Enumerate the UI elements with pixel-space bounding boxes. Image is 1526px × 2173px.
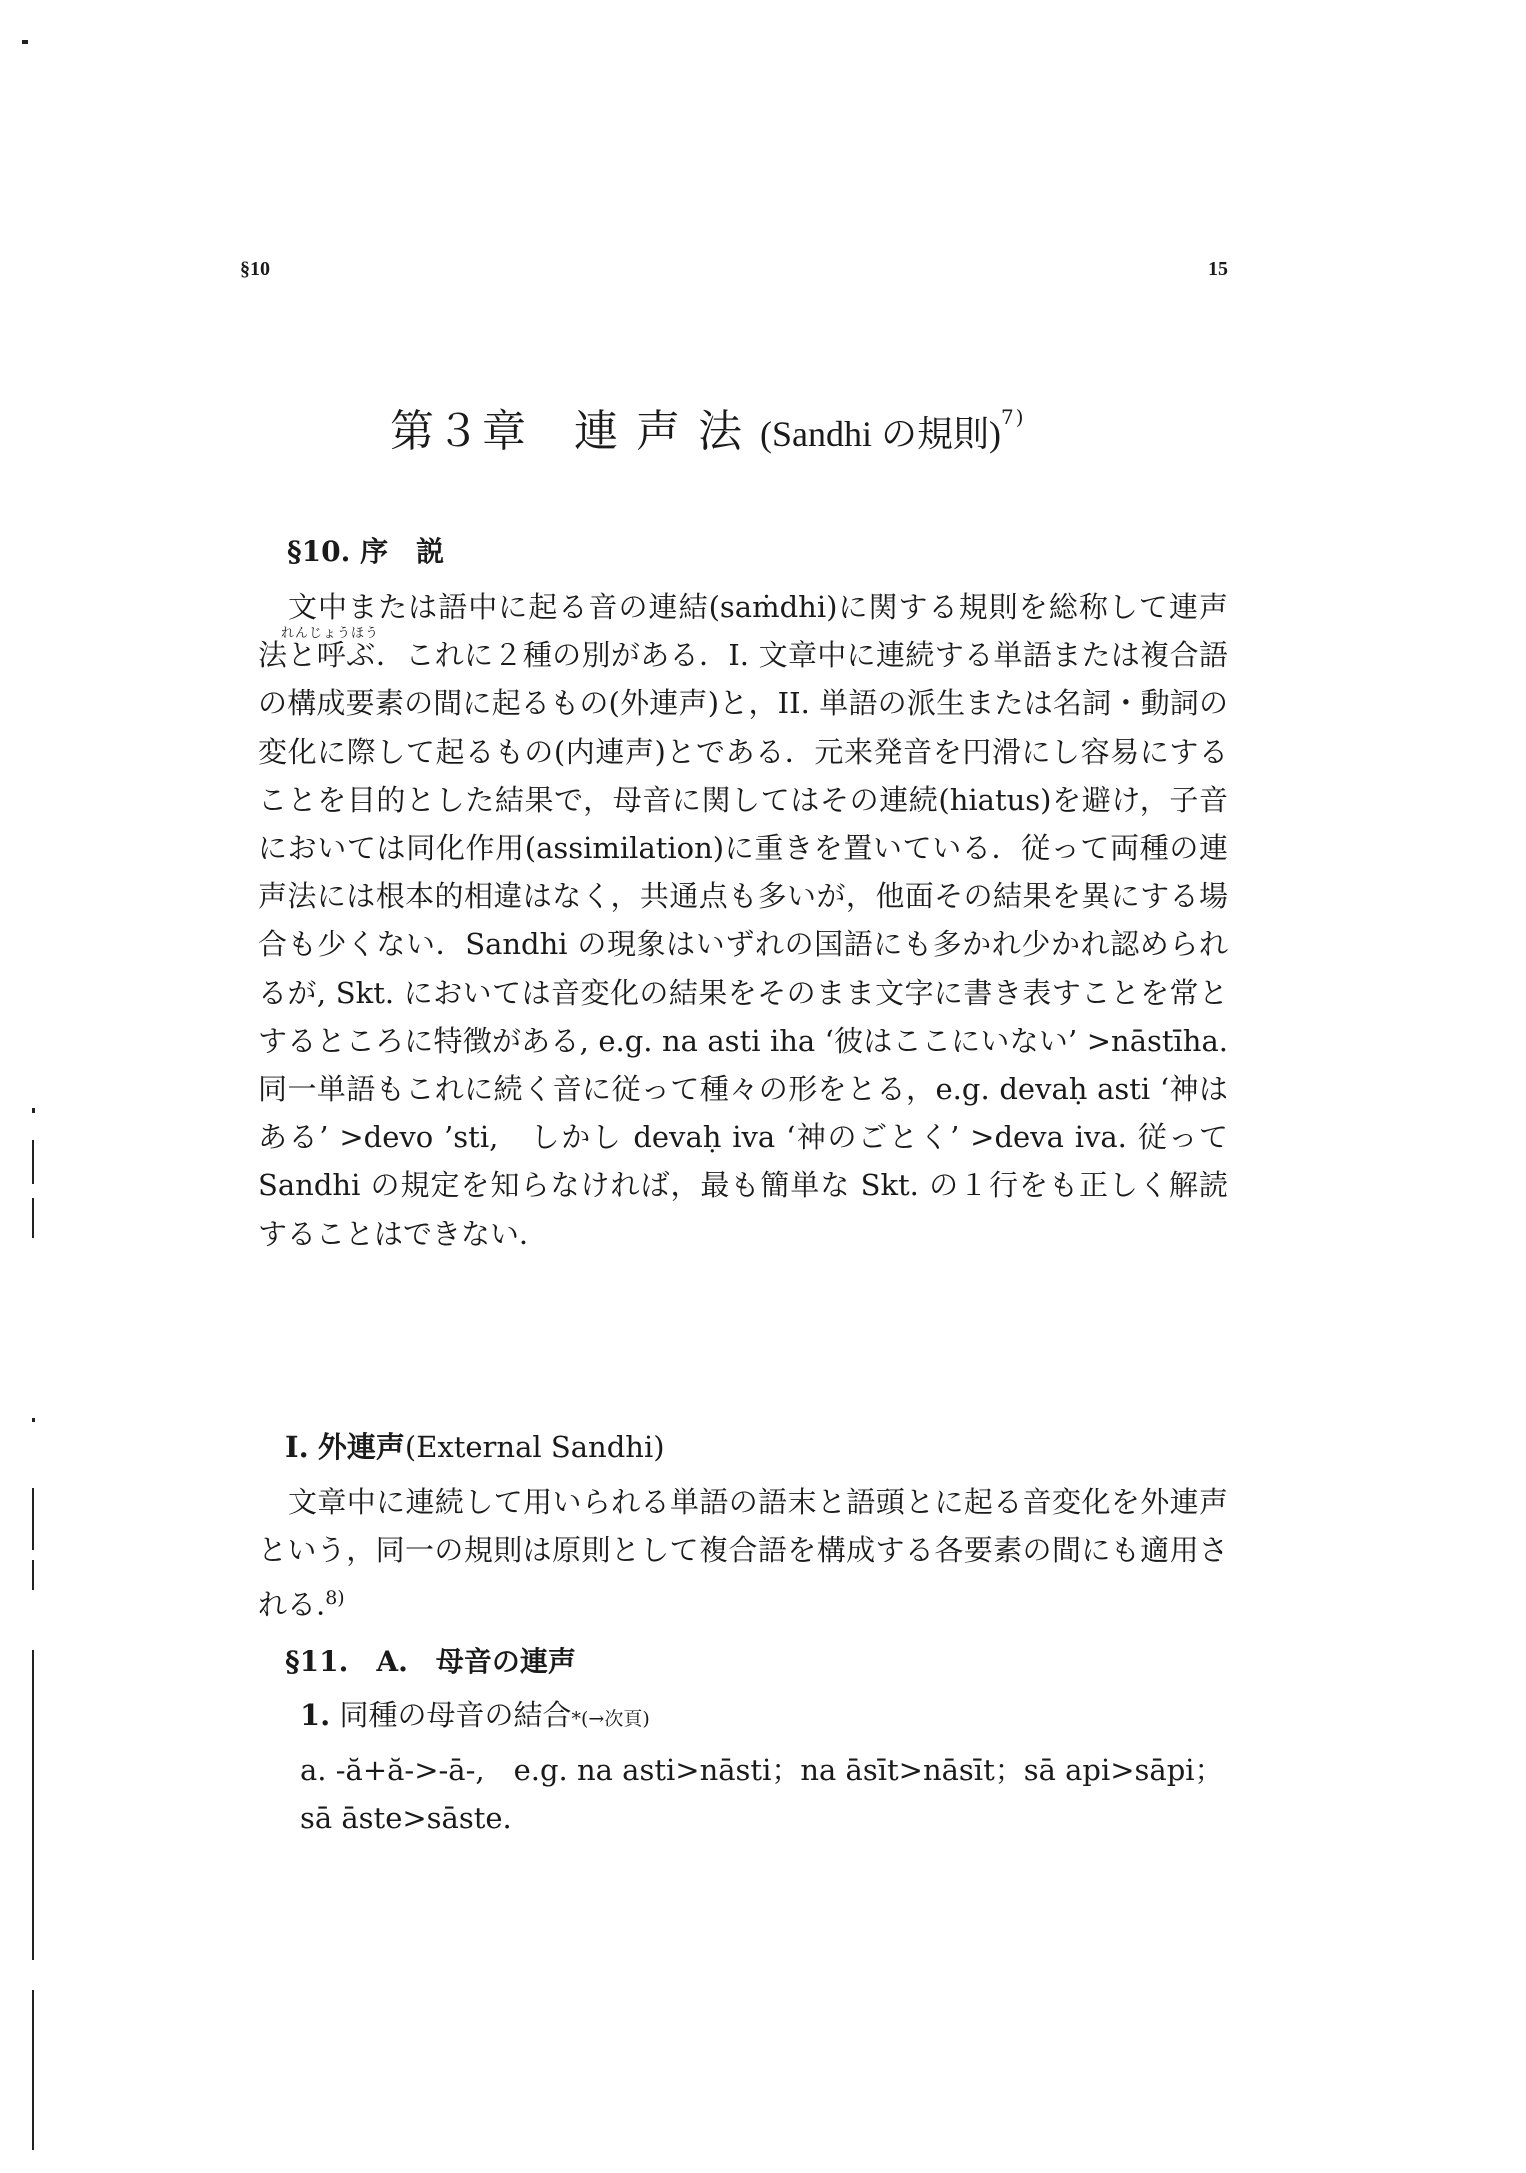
- external-sandhi-heading: [285, 1425, 665, 1466]
- chapter-footnote-ref: 7): [1000, 405, 1026, 429]
- scan-mark-line-6: [32, 1990, 34, 2150]
- vowel-item-1-text: 同種の母音の結合: [339, 1698, 572, 1732]
- section-10-body: [258, 583, 1228, 1258]
- ruby-renjouhou: れんじょうほう: [281, 626, 380, 641]
- section-10-heading: §10. 序 説: [287, 535, 445, 568]
- scan-mark-line-3: [32, 1488, 34, 1550]
- vowel-item-1-note: *(→次頁): [571, 1708, 650, 1730]
- section-11-heading: §11. A. 母音の連声: [285, 1645, 576, 1678]
- external-heading-jp: 外連声: [317, 1430, 405, 1464]
- vowel-item-1-num: 1.: [300, 1698, 331, 1732]
- page-number: 15: [1208, 258, 1228, 280]
- scan-mark-line-1: [32, 1140, 34, 1184]
- external-footnote-ref: 8): [325, 1587, 345, 1610]
- external-body: [258, 1478, 1228, 1629]
- scan-mark-line-5: [32, 1650, 34, 1960]
- chapter-title: [390, 395, 1190, 459]
- scan-mark-line-2: [32, 1198, 34, 1238]
- external-paragraph-text: 文章中に連続して用いられる単語の語末と語頭とに起る音変化を外連声という，同一の規則は原則として複合語を構成する各要素の間にも適用される.: [258, 1485, 1228, 1623]
- chapter-title-paren: (Sandhi の規則): [759, 414, 1001, 454]
- external-paragraph: [258, 1478, 1228, 1629]
- chapter-title-jp: 第３章 連 声 法: [390, 406, 744, 457]
- example-a: [300, 1746, 1230, 1842]
- scan-mark-dot-1: [32, 1108, 35, 1113]
- scan-mark-line-4: [32, 1560, 34, 1590]
- scan-mark-top: [22, 40, 28, 44]
- running-header-section: §10: [240, 258, 270, 280]
- external-heading-num: I.: [285, 1430, 309, 1464]
- example-a-text: -ă+ă->-ā-, e.g. na asti>nāsti；na āsīt>nāsīt；sā api>sāpi；sā āste>sāste.: [300, 1753, 1224, 1835]
- section-10-paragraph: 文中または語中に起る音の連結(saṁdhi)に関する規則を総称して連声法と呼ぶ．これに２種の別がある．I. 文章中に連続する単語または複合語の構成要素の間に起るもの(外連声)と，II. 単語の派生または名詞・動詞の変化に際して起るもの(内連声)とである．元来発音を円滑にし容易にすることを目的とした結果で，母音に関してはその連続(hiatus)を避け，子音においては同化作用(assimilation)に重きを置いている．従って両種の連声法には根本的相違はなく，共通点も多いが，他面その結果を異にする場合も少くない．Sandhi の現象はいずれの国語にも多かれ少かれ認められるが, Skt. においては音変化の結果をそのまま文字に書き表すことを常とするところに特徴がある, e.g. na asti iha ‘彼はここにいない’ >nāstīha. 同一単語もこれに続く音に従って種々の形をとる，e.g. devaḥ asti ‘神はある’ >devo ’sti, しかし devaḥ iva ‘神のごとく’ >deva iva. 従って Sandhi の規定を知らなければ，最も簡単な Skt. の１行をも正しく解読することはできない．: [258, 590, 1228, 1251]
- external-heading-en: (External Sandhi): [404, 1430, 665, 1464]
- scan-mark-dot-2: [32, 1418, 35, 1422]
- vowel-item-1: [300, 1693, 650, 1734]
- example-a-label: a.: [300, 1753, 327, 1787]
